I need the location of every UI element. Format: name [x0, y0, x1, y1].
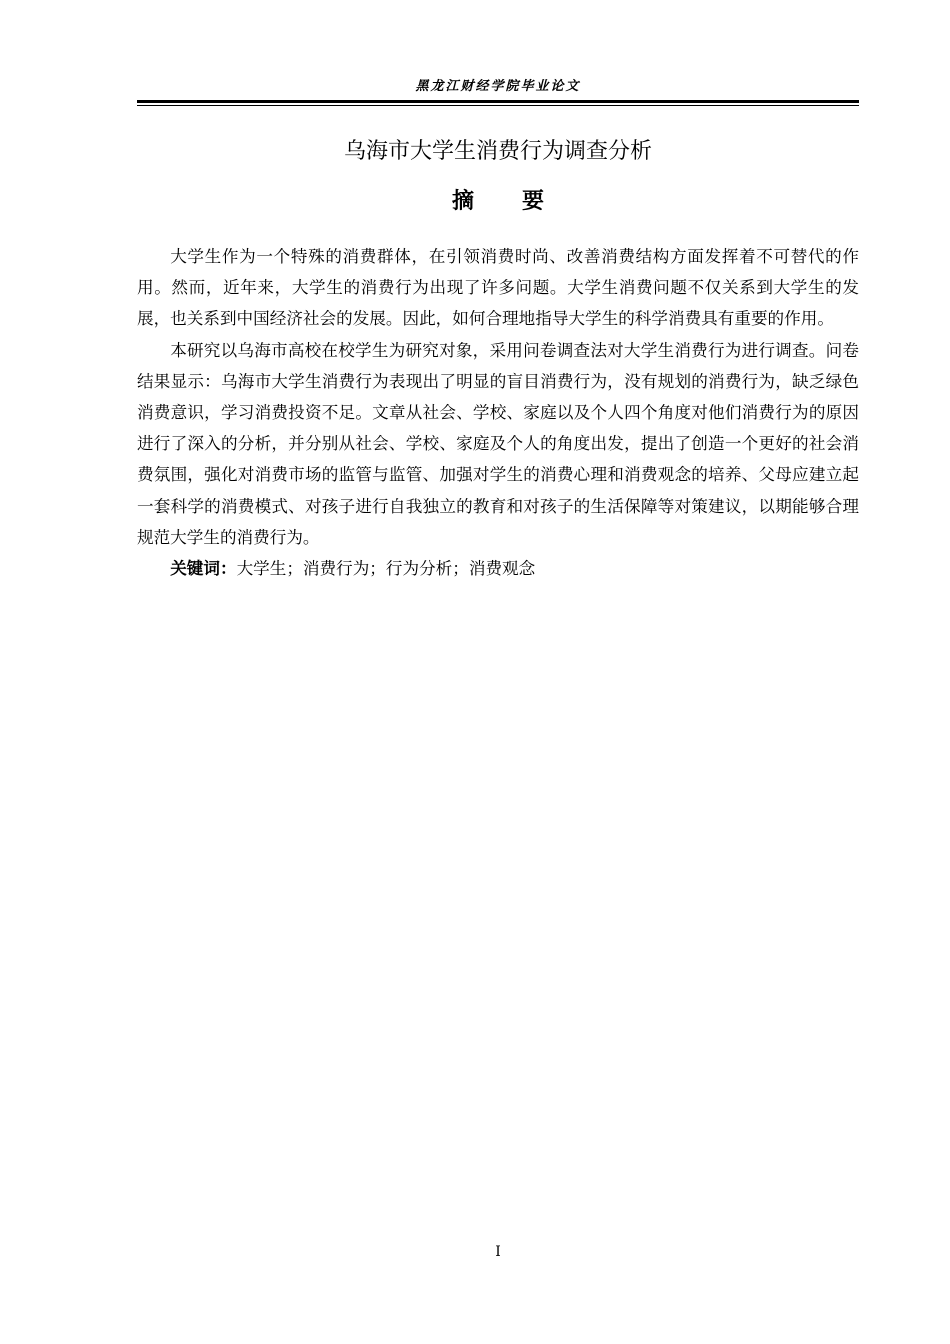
keywords-line — [137, 553, 859, 584]
abstract-paragraph-2: 本研究以乌海市高校在校学生为研究对象，采用问卷调查法对大学生消费行为进行调查。问卷结果显示：乌海市大学生消费行为表现出了明显的盲目消费行为，没有规划的消费行为，缺乏绿色消费意识，学习消费投资不足。文章从社会、学校、家庭以及个人四个角度对他们消费行为的原因进行了深入的分析，并分别从社会、学校、家庭及个人的角度出发，提出了创造一个更好的社会消费氛围，强化对消费市场的监管与监管、加强对学生的消费心理和消费观念的培养、父母应建立起一套科学的消费模式、对孩子进行自我独立的教育和对孩子的生活保障等对策建议，以期能够合理规范大学生的消费行为。 — [137, 340, 859, 547]
page-number: I — [495, 1244, 501, 1260]
running-header: 黑龙江财经学院毕业论文 — [415, 79, 581, 94]
header-rule-thin — [137, 105, 859, 106]
abstract-paragraph-1: 大学生作为一个特殊的消费群体，在引领消费时尚、改善消费结构方面发挥着不可替代的作用。然而，近年来，大学生的消费行为出现了许多问题。大学生消费问题不仅关系到大学生的发展，也关系到中国经济社会的发展。因此，如何合理地指导大学生的科学消费具有重要的作用。 — [137, 247, 859, 329]
keywords-label: 关键词： — [170, 559, 237, 579]
header-rule-thick — [137, 100, 859, 103]
keywords-value: 大学生；消费行为；行为分析；消费观念 — [236, 559, 536, 579]
document-title: 乌海市大学生消费行为调查分析 — [343, 139, 652, 164]
abstract-heading: 摘要 — [451, 189, 592, 214]
abstract-body — [137, 241, 859, 584]
